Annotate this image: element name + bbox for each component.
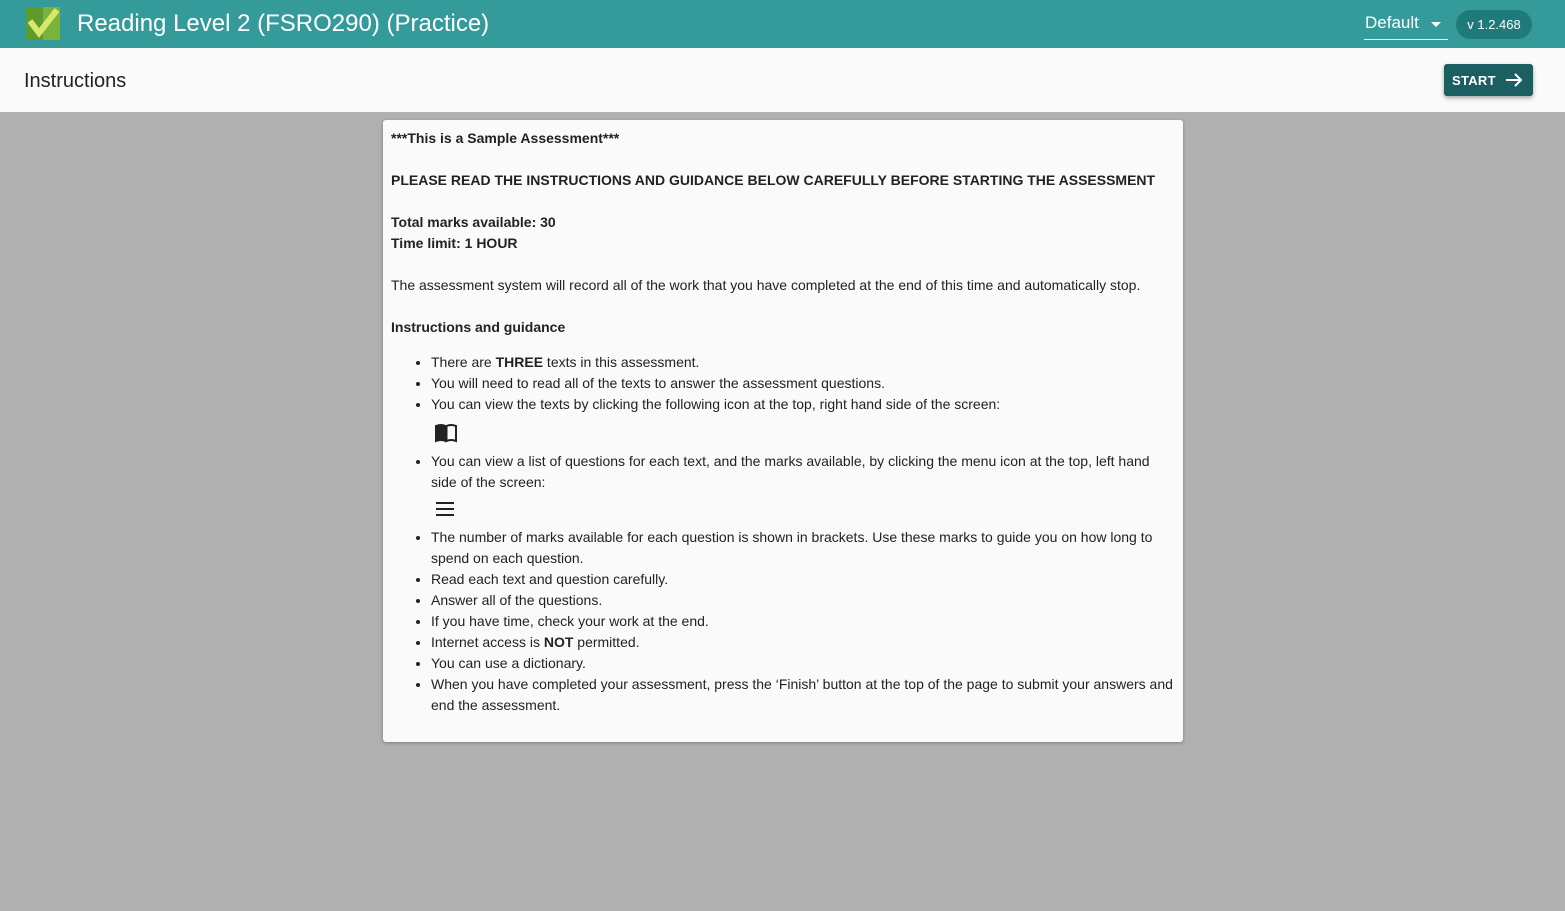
- guidance-heading: Instructions and guidance: [391, 319, 566, 335]
- book-icon: [434, 423, 458, 443]
- app-title: Reading Level 2 (FSRO290) (Practice): [77, 10, 490, 37]
- top-app-bar: [0, 0, 1565, 48]
- list-item: • You will need to read all of the texts to answer the assessment questions.: [431, 373, 1175, 394]
- list-item: • You can view a list of questions for each text, and the marks available, by clicking the menu icon at the top, left hand side of the screen:: [431, 451, 1175, 527]
- start-button-label: START: [1452, 73, 1496, 88]
- guidance-list: [391, 352, 1175, 716]
- list-item: • When you have completed your assessment, press the ‘Finish’ button at the top of the page to submit your answers and end the assessment.: [431, 674, 1175, 716]
- theme-select[interactable]: [1364, 10, 1448, 40]
- page-header: [0, 48, 1565, 112]
- menu-icon: [435, 501, 455, 517]
- version-badge: v 1.2.468: [1456, 10, 1532, 39]
- read-carefully-heading: PLEASE READ THE INSTRUCTIONS AND GUIDANCE BELOW CAREFULLY BEFORE STARTING THE ASSESSMENT: [391, 172, 1156, 188]
- checkmark-logo-icon: [26, 7, 60, 40]
- list-item: • There are THREE texts in this assessment.: [431, 352, 1175, 373]
- sample-heading: ***This is a Sample Assessment***: [391, 130, 620, 146]
- time-limit: Time limit: 1 HOUR: [391, 235, 518, 251]
- list-item: • The number of marks available for each question is shown in brackets. Use these marks to guide you on how long to spend on each question.: [431, 527, 1175, 569]
- list-item: • Read each text and question carefully.: [431, 569, 1175, 590]
- list-item: • You can use a dictionary.: [431, 653, 1175, 674]
- list-item: • You can view the texts by clicking the following icon at the top, right hand side of the screen:: [431, 394, 1175, 451]
- list-item: • Internet access is NOT permitted.: [431, 632, 1175, 653]
- auto-stop-text: The assessment system will record all of the work that you have completed at the end of this time and automatically stop.: [391, 277, 1141, 293]
- page-title: Instructions: [24, 70, 127, 92]
- list-item: • If you have time, check your work at the end.: [431, 611, 1175, 632]
- start-button[interactable]: [1444, 64, 1533, 96]
- total-marks: Total marks available: 30: [391, 214, 556, 230]
- theme-select-value: Default: [1365, 13, 1419, 32]
- list-item: • Answer all of the questions.: [431, 590, 1175, 611]
- chevron-down-icon: [1431, 22, 1441, 27]
- arrow-right-icon: [1504, 70, 1524, 90]
- instructions-card: [383, 120, 1183, 742]
